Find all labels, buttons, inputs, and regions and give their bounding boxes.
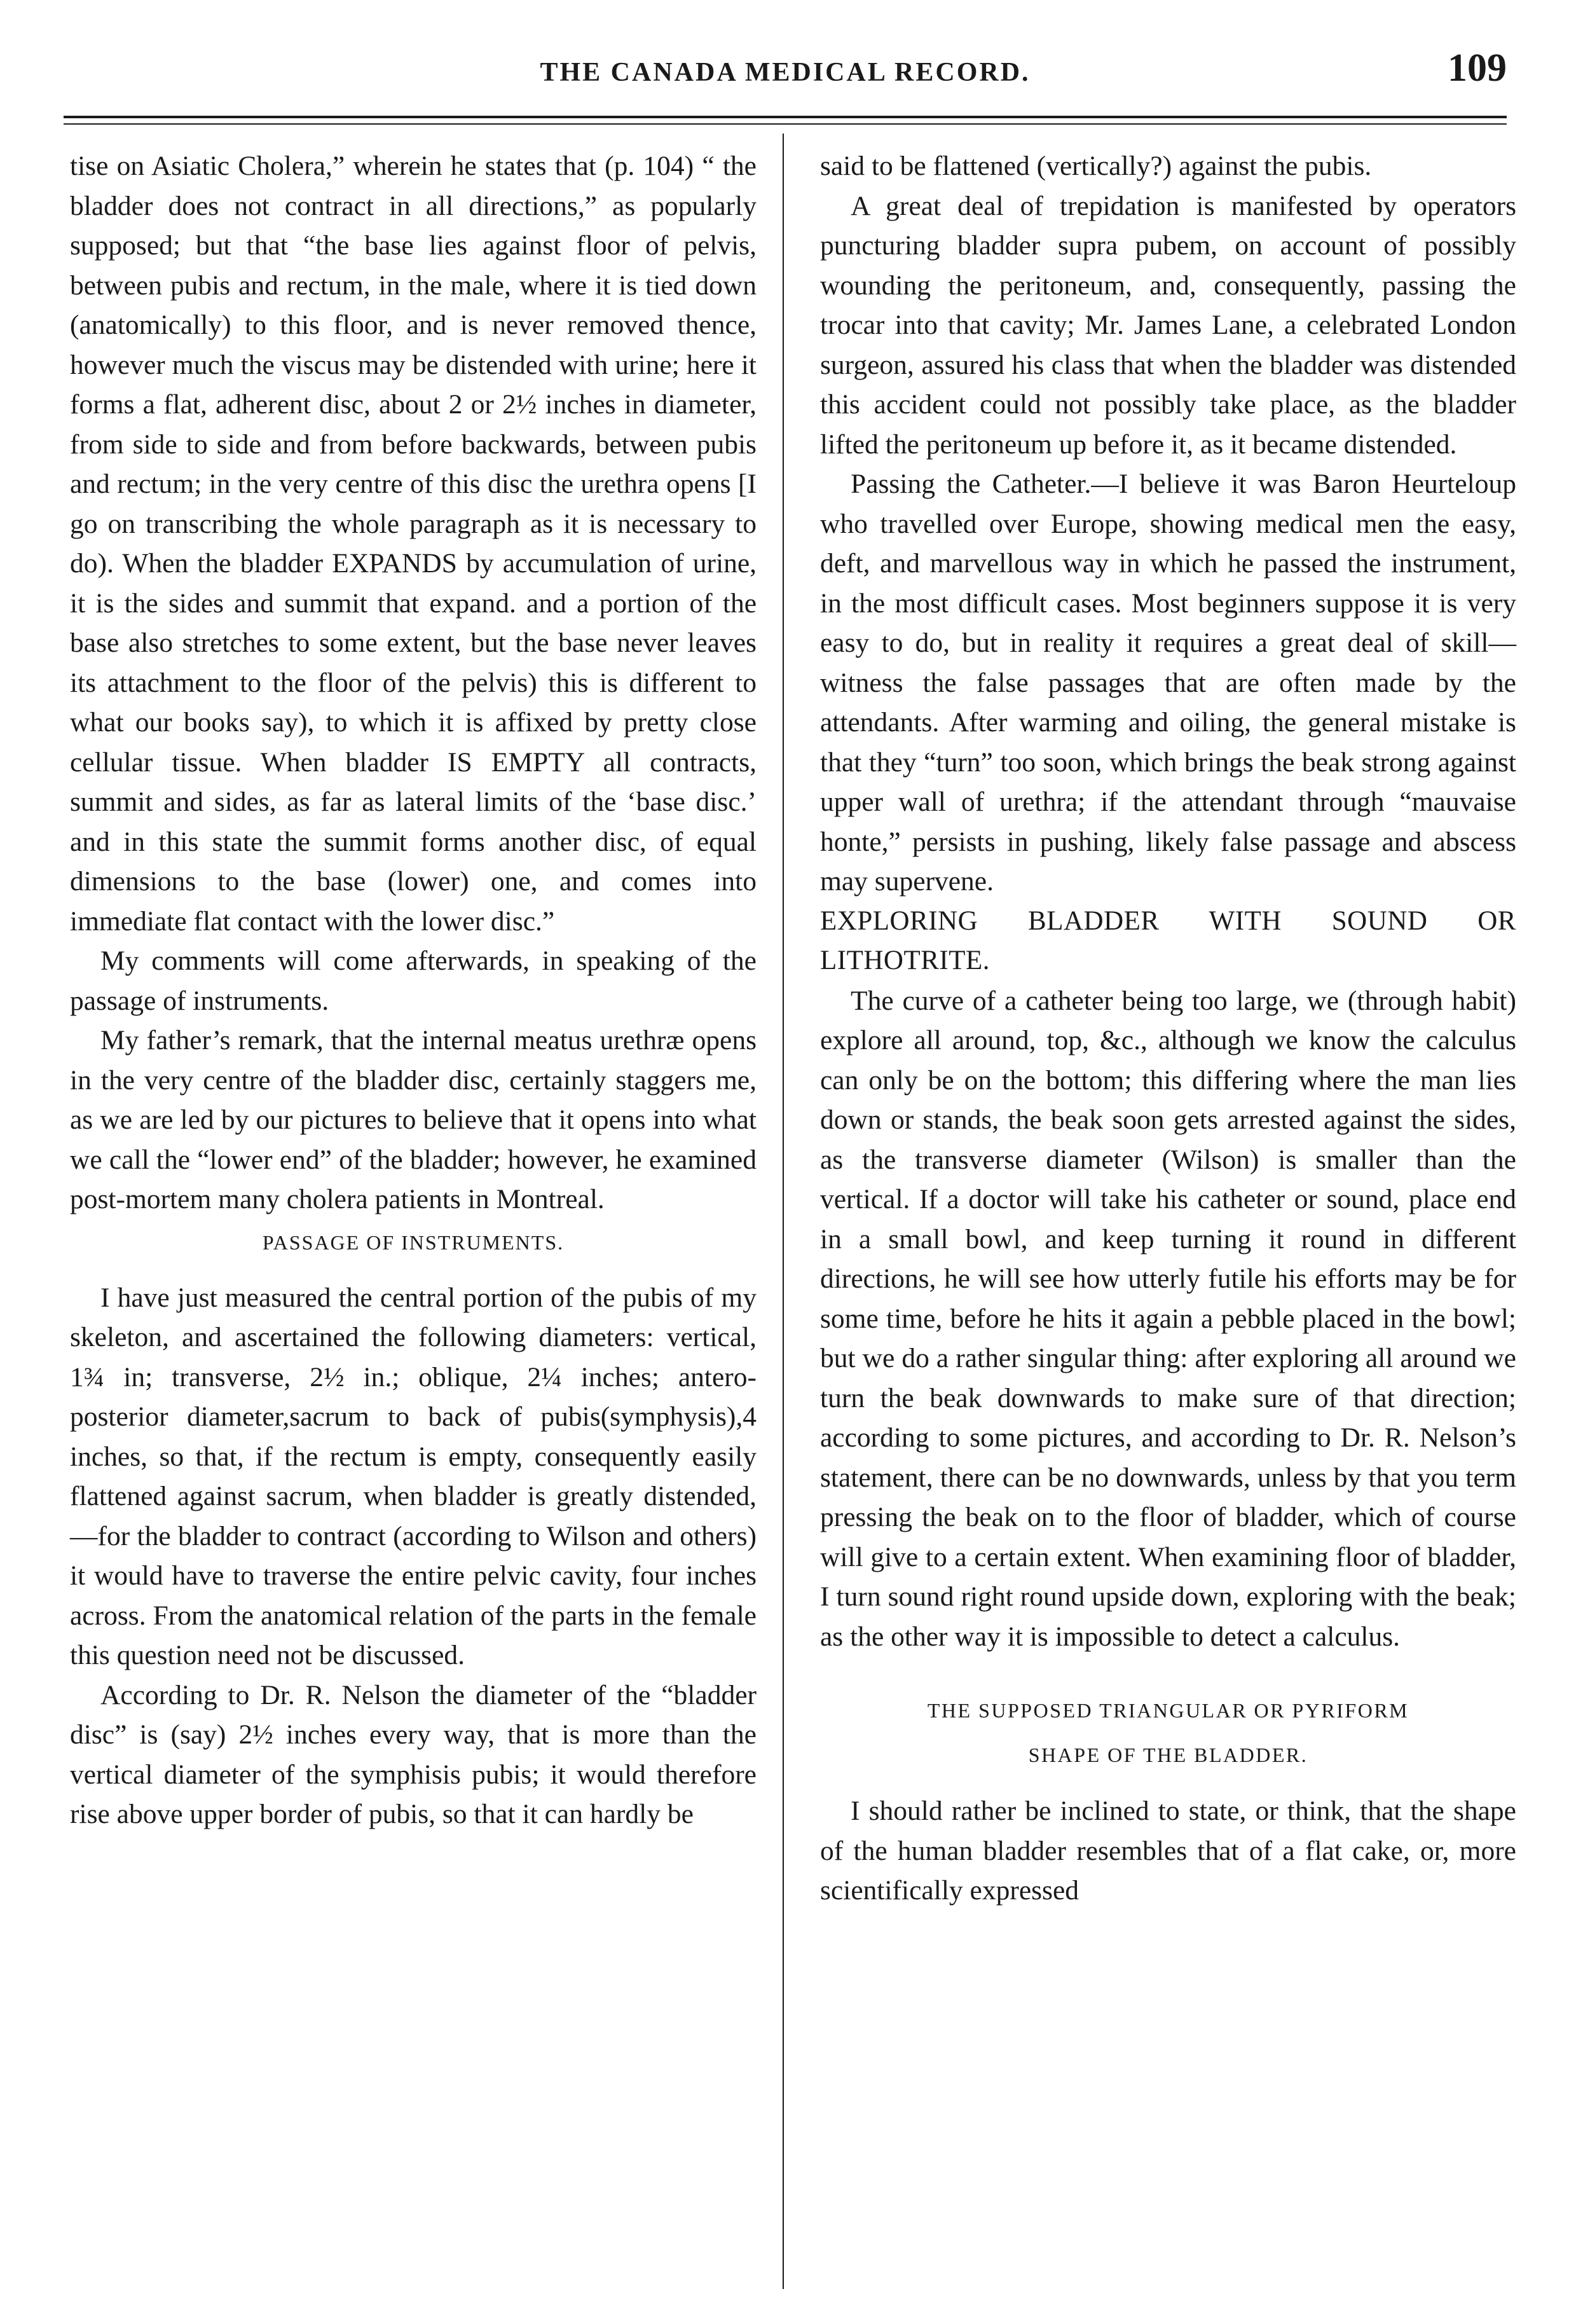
paragraph: The curve of a catheter being too large, we (through habit) explore all around, top, &c., although we know the calculus can only be on the bottom; this differing where the man lies down or stands, the beak soon gets arrested against the sides, as the transverse diameter (Wilson) is smaller than the vertical. If a doctor will take his catheter or sound, place end in a small bowl, and keep turning it round in different directions, he will see how utterly futile his efforts may be for some time, before he hits it again a pebble placed in the bowl; but we do a rather singular thing: after exploring all around we turn the beak downwards to make sure of that direction; according to some pictures, and according to Dr. R. Nelson’s statement, there can be no downwards, unless by that you term pressing the beak on to the floor of bladder, which of course will give to a certain extent. When examining floor of bladder, I turn sound right round upside down, exploring with the beak; as the other way it is impossible to detect a calculus. [820,985,1516,1652]
heading-line-1: THE SUPPOSED TRIANGULAR OR PYRIFORM [927,1699,1409,1722]
paragraph: I should rather be inclined to state, or think, that the shape of the human bladder resembles that of a flat cake, or, more scientifically expressed [820,1796,1516,1906]
right-column [820,146,1516,1911]
header-rule-thin [64,123,1507,125]
heading-line-2: SHAPE OF THE BLADDER. [1028,1743,1308,1766]
running-title: THE CANADA MEDICAL RECORD. [540,58,1031,87]
header-rule-thick [64,116,1507,118]
section-heading-exploring: EXPLORING BLADDER WITH SOUND OR LITHOTRITE. [820,905,1516,975]
paragraph: My comments will come afterwards, in speaking of the passage of instruments. [70,945,757,1016]
page-header [64,38,1507,108]
paragraph: Passing the Catheter.—I believe it was Baron Heurteloup who travelled over Europe, showing medical men the easy, deft, and marvellous way in which he passed the instrument, in the most difficult cases. Most beginners suppose it is very easy to do, but in reality it requires a great deal of skill—witness the false passages that are often made by the attendants. After warming and oiling, the general mistake is that they “turn” too soon, which brings the beak strong against upper wall of urethra; if the attendant through “mauvaise honte,” persists in pushing, likely false passage and abscess may supervene. [820,469,1516,897]
paragraph: said to be flattened (vertically?) against the pubis. [820,151,1372,181]
paragraph: A great deal of trepidation is manifested by operators puncturing bladder supra pubem, on account of possibly wounding the peritoneum, and, consequently, passing the trocar into that cavity; Mr. James Lane, a celebrated London surgeon, assured his class that when the bladder was distended this accident could not possibly take place, as the bladder lifted the peritoneum up before it, as it became distended. [820,190,1516,460]
column-divider [783,134,784,2289]
section-heading-passage: PASSAGE OF INSTRUMENTS. [262,1230,565,1254]
left-column [70,146,757,1834]
paragraph: I have just measured the central portion of the pubis of my skeleton, and ascertained the following diameters: vertical, 1¾ in; transverse, 2½ in.; oblique, 2¼ inches; antero-posterior diameter,sacrum to back of pubis(symphysis),4 inches, so that, if the rectum is empty, consequently easily flattened against sacrum, when bladder is greatly distended,—for the bladder to contract (according to Wilson and others) it would have to traverse the entire pelvic cavity, four inches across. From the anatomical relation of the parts in the female this question need not be discussed. [70,1282,757,1670]
paragraph: My father’s remark, that the internal meatus urethræ opens in the very centre of the bladder disc, certainly staggers me, as we are led by our pictures to believe that it opens into what we call the “lower end” of the bladder; however, he examined post-mortem many cholera patients in Montreal. [70,1025,757,1214]
paragraph: tise on Asiatic Cholera,” wherein he states that (p. 104) “ the bladder does not contract in all directions,” as popularly supposed; but that “the base lies against floor of pelvis, between pubis and rectum, in the male, where it is tied down (anatomically) to this floor, and is never removed thence, however much the viscus may be distended with urine; here it forms a flat, adherent disc, about 2 or 2½ inches in diameter, from side to side and from before backwards, between pubis and rectum; in the very centre of this disc the urethra opens [I go on transcribing the whole paragraph as it is necessary to do). When the bladder EXPANDS by accumulation of urine, it is the sides and summit that expand. and a portion of the base also stretches to some extent, but the base never leaves its attachment to the floor of the pelvis) this is different to what our books say), to which it is affixed by pretty close cellular tissue. When bladder IS EMPTY all contracts, summit and sides, as far as lateral limits of the ‘base disc.’ and in this state the summit forms another disc, of equal dimensions to the base (lower) one, and comes into immediate flat contact with the lower disc.” [70,151,757,937]
paragraph: According to Dr. R. Nelson the diameter of the “bladder disc” is (say) 2½ inches every way, that is more than the vertical diameter of the symphisis pubis; it would therefore rise above upper border of pubis, so that it can hardly be [70,1679,757,1829]
section-heading-triangular [820,1688,1516,1777]
page-number: 109 [1448,46,1507,90]
